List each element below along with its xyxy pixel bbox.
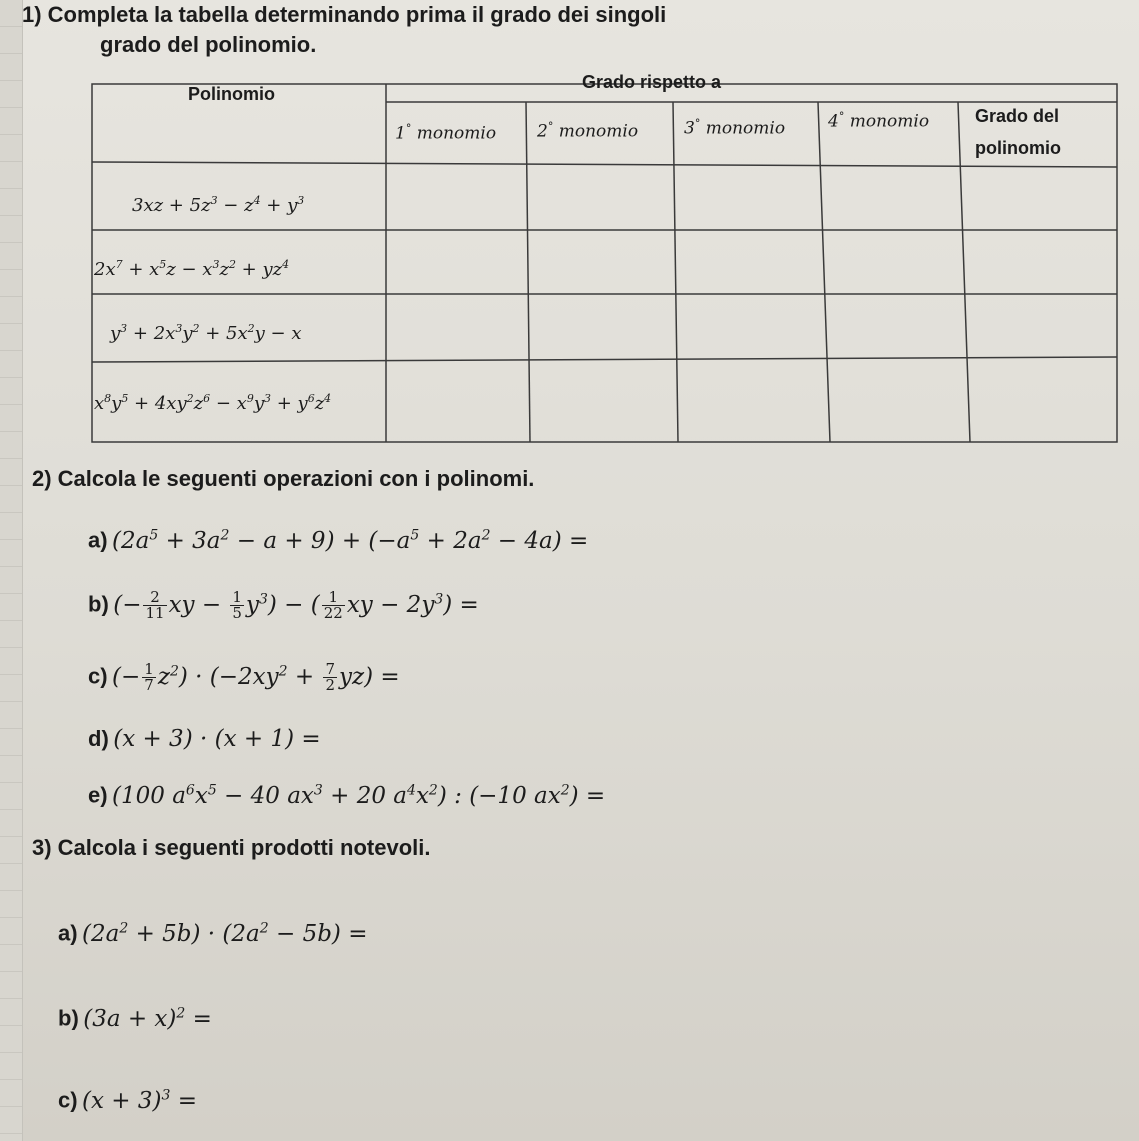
expression: (− $\frac{2}{11}$ xy − $\frac{1}{5}$ $y^3$) − ( $\frac{1}{22}$ xy − $2y^3$) = (113, 588, 479, 622)
item-label: c) (88, 663, 108, 689)
header-monomio-1: 1° monomio (395, 122, 497, 144)
polynomial-row-1: $3xz + 5z^3 - z^4 + y^3$ (132, 194, 305, 216)
expression: $(2a^5 + 3a^2 - a + 9) + (-a^5 + 2a^2 - 4a)$ = (112, 527, 589, 554)
expression: $(2a^2 + 5b) \cdot (2a^2 - 5b)$ = (82, 920, 368, 947)
exercise2-item-c (88, 662, 400, 693)
polynomial-row-3: $y^3 + 2x^3y^2 + 5x^2y - x$ (110, 322, 302, 344)
exercise2-title: 2) Calcola le seguenti operazioni con i polinomi. (32, 466, 535, 491)
polynomial-row-2: $2x^7 + x^5z - x^3z^2 + yz^4$ (94, 258, 290, 280)
exercise3-title: 3) Calcola i seguenti prodotti notevoli. (32, 835, 431, 860)
item-label: a) (88, 527, 108, 553)
exercise2-item-b (88, 590, 479, 621)
expression: (− $\frac{1}{7}$ $z^2) \cdot (-2xy^2$ + $\frac{7}{2}$ yz) = (112, 660, 400, 694)
exercise2-item-a (88, 527, 588, 554)
exercise3-item-a (58, 920, 367, 947)
item-label: e) (88, 782, 108, 808)
expression: $(3a + x)^2$ = (83, 1005, 212, 1032)
item-label: b) (58, 1005, 79, 1031)
exercise3-item-c (58, 1087, 197, 1114)
header-monomio-3: 3° monomio (684, 117, 786, 139)
polynomial-row-4: $x^8y^5 + 4xy^2z^6 - x^9y^3 + y^6z^4$ (94, 392, 332, 414)
exercise2-item-e (88, 782, 605, 809)
header-polinomio-col: polinomio (975, 138, 1061, 158)
polynomial-degree-table (90, 62, 1120, 444)
header-polinomio: Polinomio (188, 84, 275, 104)
expression: (100 $a^6x^5 - 40$ $ax^3 + 20$ $a^4x^2$) : (−10 $ax^2$) = (112, 782, 606, 809)
header-grado-del: Grado del (975, 106, 1060, 126)
item-label: d) (88, 726, 109, 751)
notebook-margin (0, 0, 23, 1141)
header-grado-rispetto: Grado rispetto a (582, 72, 722, 92)
header-monomio-4: 4° monomio (828, 110, 930, 132)
expression: (x + 3) · (x + 1) = (113, 726, 321, 752)
header-monomio-2: 2° monomio (537, 120, 639, 142)
expression: $(x + 3)^3$ = (82, 1087, 197, 1114)
exercise1-title-line1: 1) Completa la tabella determinando prima il grado dei singoli (22, 2, 667, 27)
item-label: b) (88, 591, 109, 617)
item-label: a) (58, 920, 78, 946)
item-label: c) (58, 1087, 78, 1113)
exercise3-item-b (58, 1005, 212, 1032)
exercise2-item-d (88, 726, 321, 752)
exercise1-title-line2: grado del polinomio. (100, 32, 317, 57)
